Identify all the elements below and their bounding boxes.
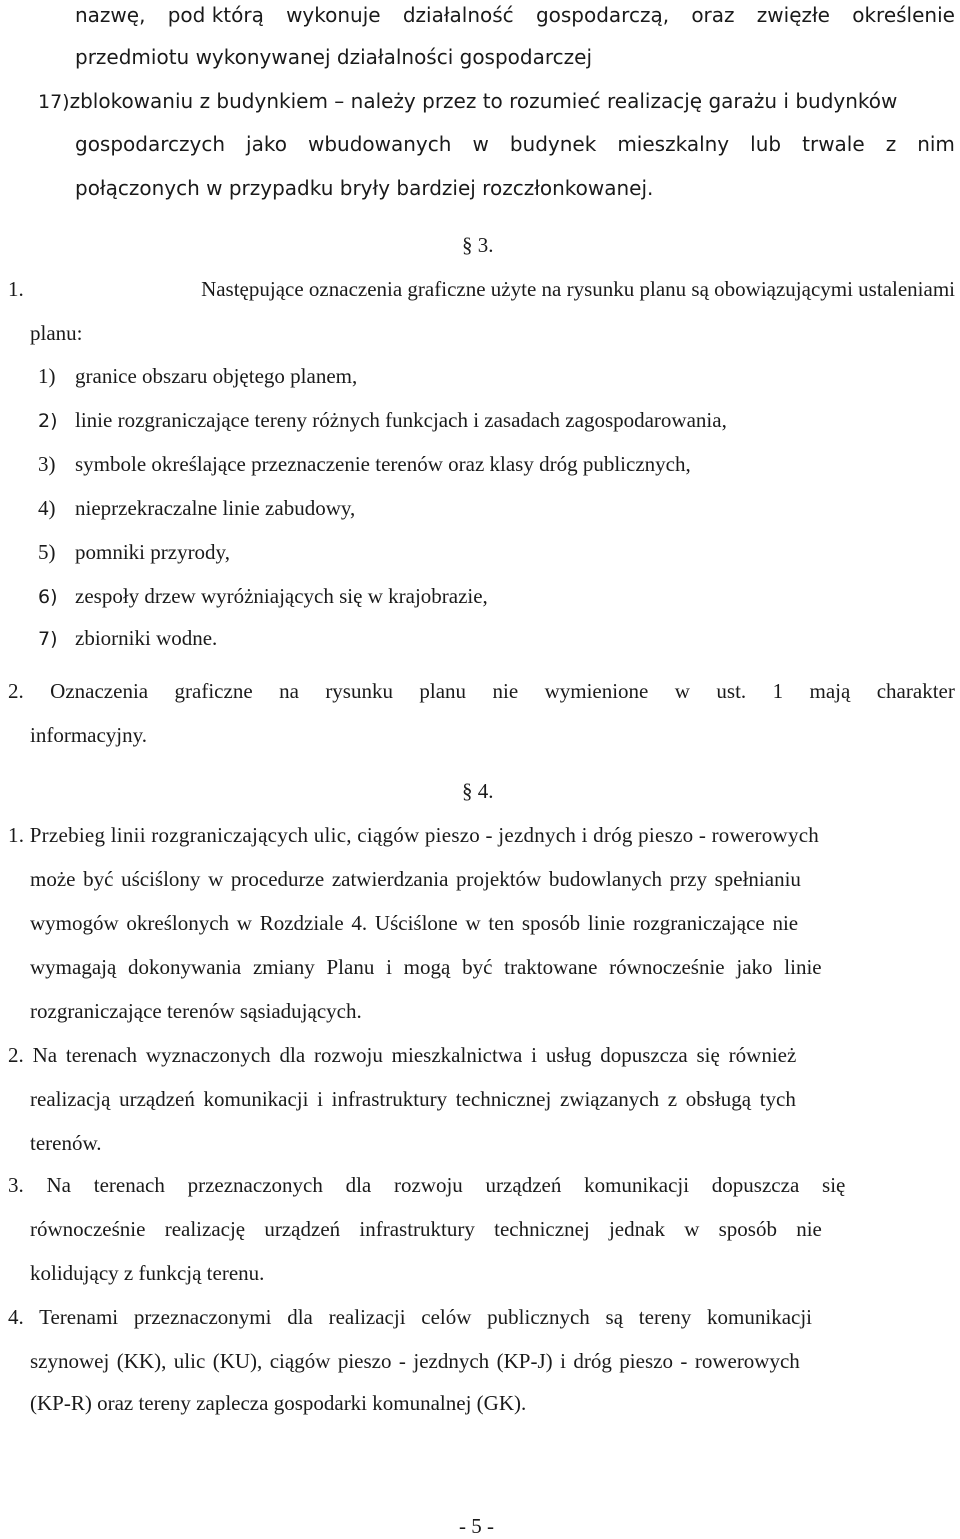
section4-p1-line4: wymagają dokonywania zmiany Planu i mogą być traktowane równocześnie jako linie xyxy=(30,955,822,979)
item17-number: 17) xyxy=(38,91,70,113)
item17-line2-word: jako xyxy=(246,132,287,156)
section4-p1-line5: rozgraniczające terenów sąsiadujących. xyxy=(30,999,362,1023)
section4-p3-line3: kolidujący z funkcją terenu. xyxy=(30,1261,265,1285)
list-item xyxy=(38,363,357,389)
list-item-number: 3) xyxy=(38,452,56,476)
section3-p2-line1-word: planu xyxy=(419,679,467,703)
section3-p2-line1-word: wymienione xyxy=(544,679,649,703)
list-item-number: 6) xyxy=(38,586,58,608)
list-item-text: linie rozgraniczające tereny różnych funkcjach i zasadach zagospodarowania, xyxy=(75,408,727,432)
item17-line1 xyxy=(38,88,955,115)
item17-line2-word: nim xyxy=(917,132,955,156)
item17-line2-word: z xyxy=(885,132,897,156)
item17-line2-word: lub xyxy=(750,132,782,156)
list-item-number: 4) xyxy=(38,496,56,520)
item17-line2-word: budynek xyxy=(509,132,597,156)
item17-line2-word: mieszkalny xyxy=(617,132,730,156)
list-item xyxy=(38,407,727,434)
section3-p2-line1 xyxy=(8,678,955,704)
section4-p2-line3: terenów. xyxy=(30,1131,102,1155)
section3-p2-line1-word: na xyxy=(279,679,299,703)
section3-p2-line1-word: rysunku xyxy=(325,679,393,703)
list-item-text: zespoły drzew wyróżniających się w krajobrazie, xyxy=(75,584,488,608)
item16-line1-word: wykonuje xyxy=(286,3,381,27)
item17-text-line1: zblokowaniu z budynkiem – należy przez to rozumieć realizację garażu i budynków xyxy=(69,89,898,113)
list-item-text: nieprzekraczalne linie zabudowy, xyxy=(75,496,356,520)
list-item-number: 5) xyxy=(38,540,56,564)
section4-p1-line3: wymogów określonych w Rozdziale 4. Uściślone w ten sposób linie rozgraniczające nie xyxy=(30,911,799,935)
item17-line2 xyxy=(75,131,955,157)
list-item xyxy=(38,539,230,565)
section3-p2-line1-word: 2. xyxy=(8,679,24,703)
section4-p4-line2: szynowej (KK), ulic (KU), ciągów pieszo - jezdnych (KP-J) i dróg pieszo - rowerowych xyxy=(30,1349,800,1373)
section3-p1-line1 xyxy=(0,276,955,302)
item17-line2-word: wbudowanych xyxy=(307,132,452,156)
item17-line2-word: w xyxy=(472,132,489,156)
item16-line2: przedmiotu wykonywanej działalności gospodarczej xyxy=(75,45,593,69)
section4-p3-line2: równocześnie realizację urządzeń infrastruktury technicznej jednak w sposób nie xyxy=(30,1217,822,1241)
list-item-text: pomniki przyrody, xyxy=(75,540,230,564)
item16-line1 xyxy=(75,2,955,28)
list-item-number: 2) xyxy=(38,410,58,432)
section4-p2-line2: realizacją urządzeń komunikacji i infrastruktury technicznej związanych z obsługą tych xyxy=(30,1087,796,1111)
section3-p1-line2: planu: xyxy=(30,321,83,345)
item16-line1-word: określenie xyxy=(852,3,955,27)
section-3-heading: § 3. xyxy=(462,233,494,257)
section3-p2-line1-word: 1 xyxy=(772,679,784,703)
section4-p1-line2: może być uściślony w procedurze zatwierdzania projektów budowlanych przy spełnianiu xyxy=(30,867,801,891)
list-item-text: symbole określające przeznaczenie terenów oraz klasy dróg publicznych, xyxy=(75,452,691,476)
item17-line3: połączonych w przypadku bryły bardziej rozczłonkowanej. xyxy=(75,176,654,200)
list-item-text: zbiorniki wodne. xyxy=(75,626,218,650)
section3-p2-line1-word: ust. xyxy=(716,679,747,703)
section3-p2-line1-word: nie xyxy=(492,679,519,703)
item16-line1-word: zwięzłe xyxy=(756,3,830,27)
item17-line2-word: gospodarczych xyxy=(75,132,226,156)
list-item xyxy=(38,495,355,521)
list-item-number: 7) xyxy=(38,628,58,650)
page-number: - 5 - xyxy=(459,1514,494,1538)
section3-p1-number: 1. xyxy=(8,277,24,301)
section4-p1-line1: 1. Przebieg linii rozgraniczających ulic, ciągów pieszo - jezdnych i dróg pieszo - rowerowych xyxy=(8,823,820,847)
list-item xyxy=(38,625,217,652)
list-item xyxy=(38,583,488,610)
item16-line1-word: gospodarczą, xyxy=(535,3,670,27)
section3-p2-line1-word: mają xyxy=(809,679,851,703)
section3-p2-line1-word: charakter xyxy=(876,679,955,703)
item16-line1-word: oraz xyxy=(691,3,735,27)
item16-line1-word: nazwę, xyxy=(75,3,146,27)
list-item-number: 1) xyxy=(38,364,56,388)
item16-line1-word: pod którą xyxy=(167,3,264,27)
section4-p4-line1: 4. Terenami przeznaczonymi dla realizacji celów publicznych są tereny komunikacji xyxy=(8,1305,812,1329)
section3-p2-line1-word: w xyxy=(674,679,690,703)
section3-p1-text: Następujące oznaczenia graficzne użyte na rysunku planu są obowiązującymi ustaleniami xyxy=(201,277,955,301)
section-4-heading: § 4. xyxy=(462,779,494,803)
item17-line2-word: trwale xyxy=(802,132,865,156)
item16-line1-word: działalność xyxy=(402,3,514,27)
section4-p2-line1: 2. Na terenach wyznaczonych dla rozwoju mieszkalnictwa i usług dopuszcza się również xyxy=(8,1043,797,1067)
list-item-text: granice obszaru objętego planem, xyxy=(75,364,358,388)
section3-p2-line2: informacyjny. xyxy=(30,723,148,747)
section4-p4-line3: (KP-R) oraz tereny zaplecza gospodarki komunalnej (GK). xyxy=(30,1391,527,1415)
list-item xyxy=(38,451,691,477)
section4-p3-line1: 3. Na terenach przeznaczonych dla rozwoju urządzeń komunikacji dopuszcza się xyxy=(8,1173,846,1197)
section3-p2-line1-word: Oznaczenia xyxy=(50,679,149,703)
section3-p2-line1-word: graficzne xyxy=(174,679,253,703)
